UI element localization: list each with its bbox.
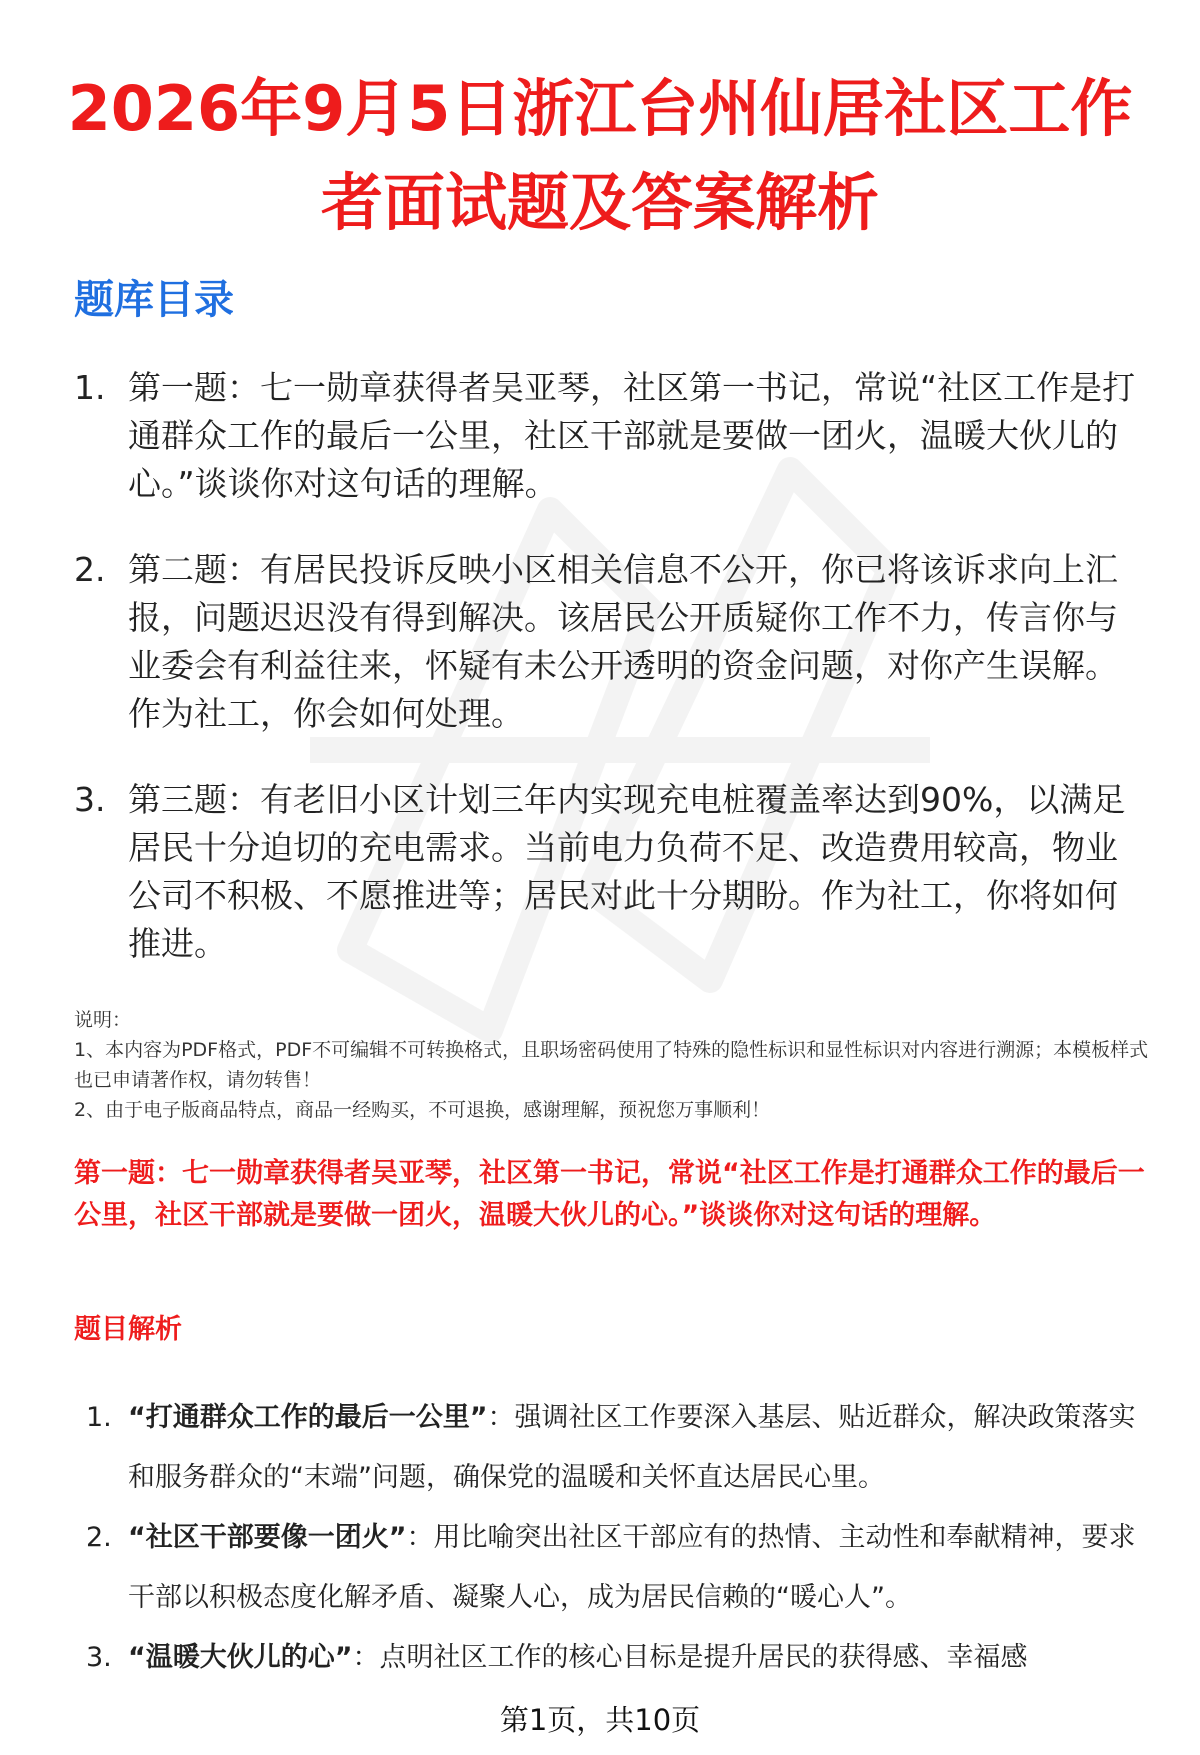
toc-item[interactable] — [74, 546, 1144, 738]
analysis-key-phrase: “温暖大伙儿的心” — [128, 1642, 353, 1673]
toc-heading: 题库目录 — [74, 277, 234, 323]
analysis-item-text: ：强调社区工作要深入基层、贴近群众，解决政策落实和服务群众的“末端”问题，确保党的温暖和关怀直达居民心里。 — [128, 1402, 1136, 1493]
analysis-item-body — [128, 1388, 1154, 1508]
analysis-item-number: 3. — [86, 1642, 112, 1673]
analysis-heading: 题目解析 — [74, 1314, 182, 1345]
toc-item-number: 2. — [74, 550, 106, 589]
analysis-item — [74, 1388, 1154, 1508]
page-number: 第1页，共10页 — [499, 1703, 701, 1737]
analysis-item-body — [128, 1628, 1154, 1688]
toc-list — [74, 364, 1144, 1006]
analysis-item-number: 1. — [86, 1402, 112, 1433]
notes-line: 2、由于电子版商品特点，商品一经购买，不可退换，感谢理解，预祝您万事顺利！ — [74, 1099, 771, 1121]
analysis-key-phrase: “打通群众工作的最后一公里” — [128, 1402, 488, 1433]
analysis-item-text: ：用比喻突出社区干部应有的热情、主动性和奉献精神，要求干部以积极态度化解矛盾、凝聚人心，成为居民信赖的“暖心人”。 — [128, 1522, 1136, 1613]
toc-item-text: 第三题：有老旧小区计划三年内实现充电桩覆盖率达到90%，以满足居民十分迫切的充电需求。当前电力负荷不足、改造费用较高，物业公司不积极、不愿推进等；居民对此十分期盼。作为社工，你将如何推进。 — [128, 780, 1126, 963]
toc-item-text: 第二题：有居民投诉反映小区相关信息不公开，你已将该诉求向上汇报，问题迟迟没有得到解决。该居民公开质疑你工作不力，传言你与业委会有利益往来，怀疑有未公开透明的资金问题，对你产生误解。作为社工，你会如何处理。 — [128, 550, 1118, 733]
toc-item-number: 1. — [74, 368, 106, 407]
question-title: 第一题：七一勋章获得者吴亚琴，社区第一书记，常说“社区工作是打通群众工作的最后一公里，社区干部就是要做一团火，温暖大伙儿的心。”谈谈你对这句话的理解。 — [74, 1158, 1145, 1231]
analysis-item — [74, 1628, 1154, 1688]
toc-item[interactable] — [74, 364, 1144, 508]
analysis-list — [74, 1388, 1154, 1688]
toc-item-text: 第一题：七一勋章获得者吴亚琴，社区第一书记，常说“社区工作是打通群众工作的最后一公里，社区干部就是要做一团火，温暖大伙儿的心。”谈谈你对这句话的理解。 — [128, 368, 1136, 503]
toc-item[interactable] — [74, 776, 1144, 968]
analysis-item-body — [128, 1508, 1154, 1628]
toc-item-number: 3. — [74, 780, 106, 819]
document-title: 2026年9月5日浙江台州仙居社区工作者面试题及答案解析 — [67, 72, 1133, 239]
notes — [74, 1005, 1154, 1125]
notes-label: 说明： — [74, 1009, 132, 1031]
notes-line: 1、本内容为PDF格式，PDF不可编辑不可转换格式，且职场密码使用了特殊的隐性标识和显性标识对内容进行溯源；本模板样式也已申请著作权，请勿转售！ — [74, 1039, 1149, 1091]
analysis-item — [74, 1508, 1154, 1628]
analysis-key-phrase: “社区干部要像一团火” — [128, 1522, 407, 1553]
analysis-item-number: 2. — [86, 1522, 112, 1553]
analysis-item-text: ：点明社区工作的核心目标是提升居民的获得感、幸福感 — [352, 1642, 1028, 1673]
